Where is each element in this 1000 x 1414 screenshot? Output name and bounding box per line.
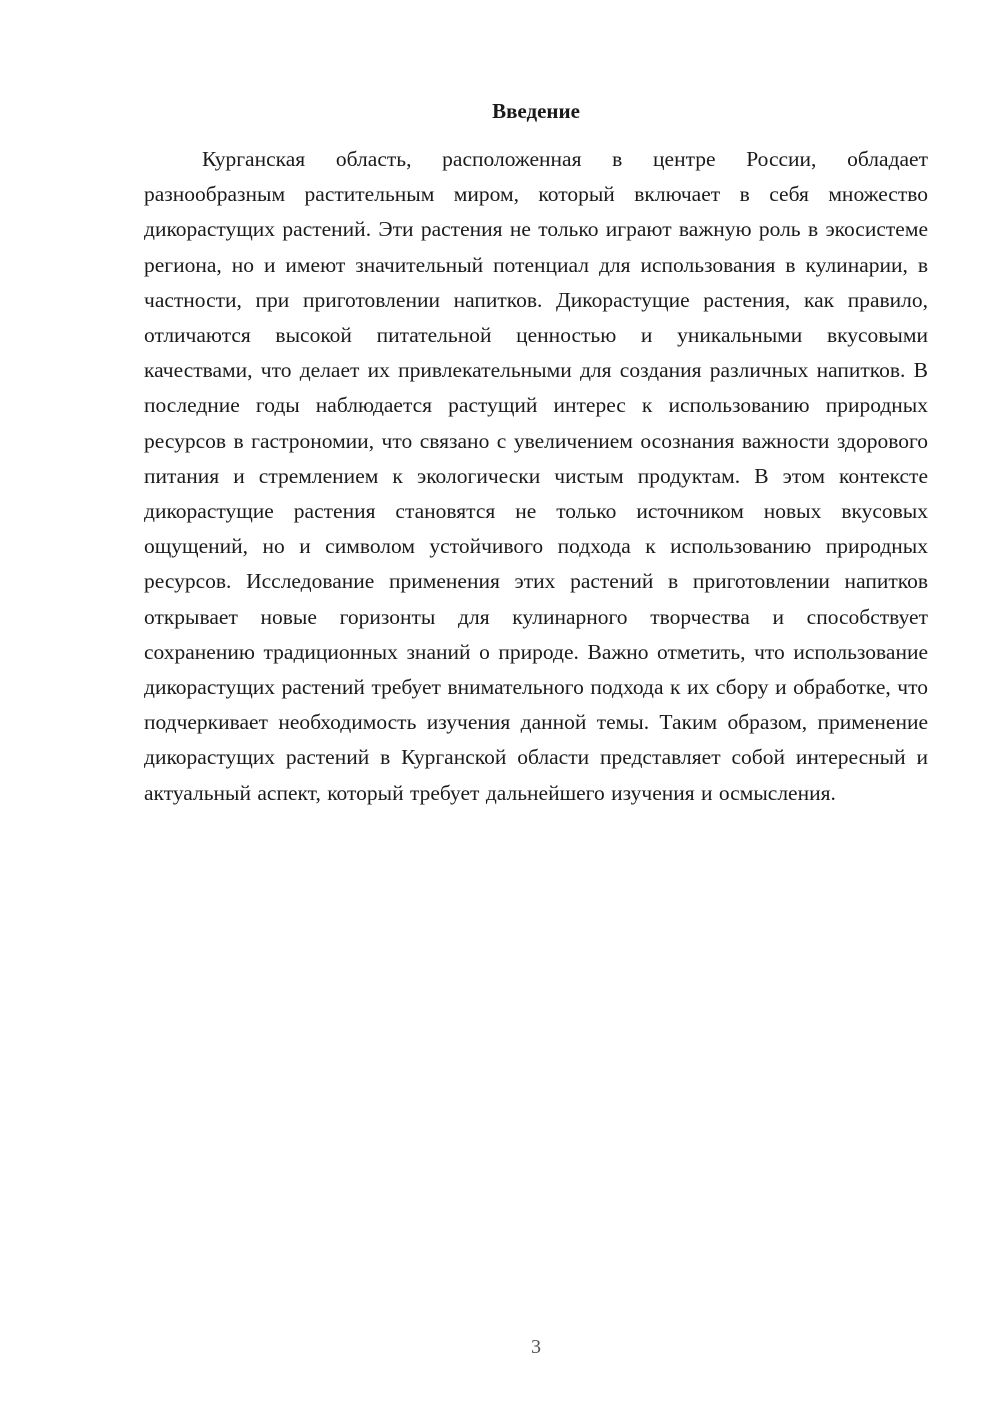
page-number: 3 — [531, 1336, 541, 1358]
section-heading: Введение — [492, 99, 580, 123]
body-paragraph: Курганская область, расположенная в центре России, обладает разнообразным растительным миром, который включает в себя множество дикорастущих растений. Эти растения не только играют важную роль в экосистеме региона, но и имеют значительный потенциал для использования в кулинарии, в частности, при приготовлении напитков. Дикорастущие растения, как правило, отличаются высокой питательной ценностью и уникальными вкусовыми качествами, что делает их привлекательными для создания различных напитков. В последние годы наблюдается растущий интерес к использованию природных ресурсов в гастрономии, что связано с увеличением осознания важности здорового питания и стремлением к экологически чистым продуктам. В этом контексте дикорастущие растения становятся не только источником новых вкусовых ощущений, но и символом устойчивого подхода к использованию природных ресурсов. Исследование применения этих растений в приготовлении напитков открывает новые горизонты для кулинарного творчества и способствует сохранению традиционных знаний о природе. Важно отметить, что использование дикорастущих растений требует внимательного подхода к их сбору и обработке, что подчеркивает необходимость изучения данной темы. Таким образом, применение дикорастущих растений в Курганской области представляет собой интересный и актуальный аспект, который требует дальнейшего изучения и осмысления. — [144, 147, 928, 805]
